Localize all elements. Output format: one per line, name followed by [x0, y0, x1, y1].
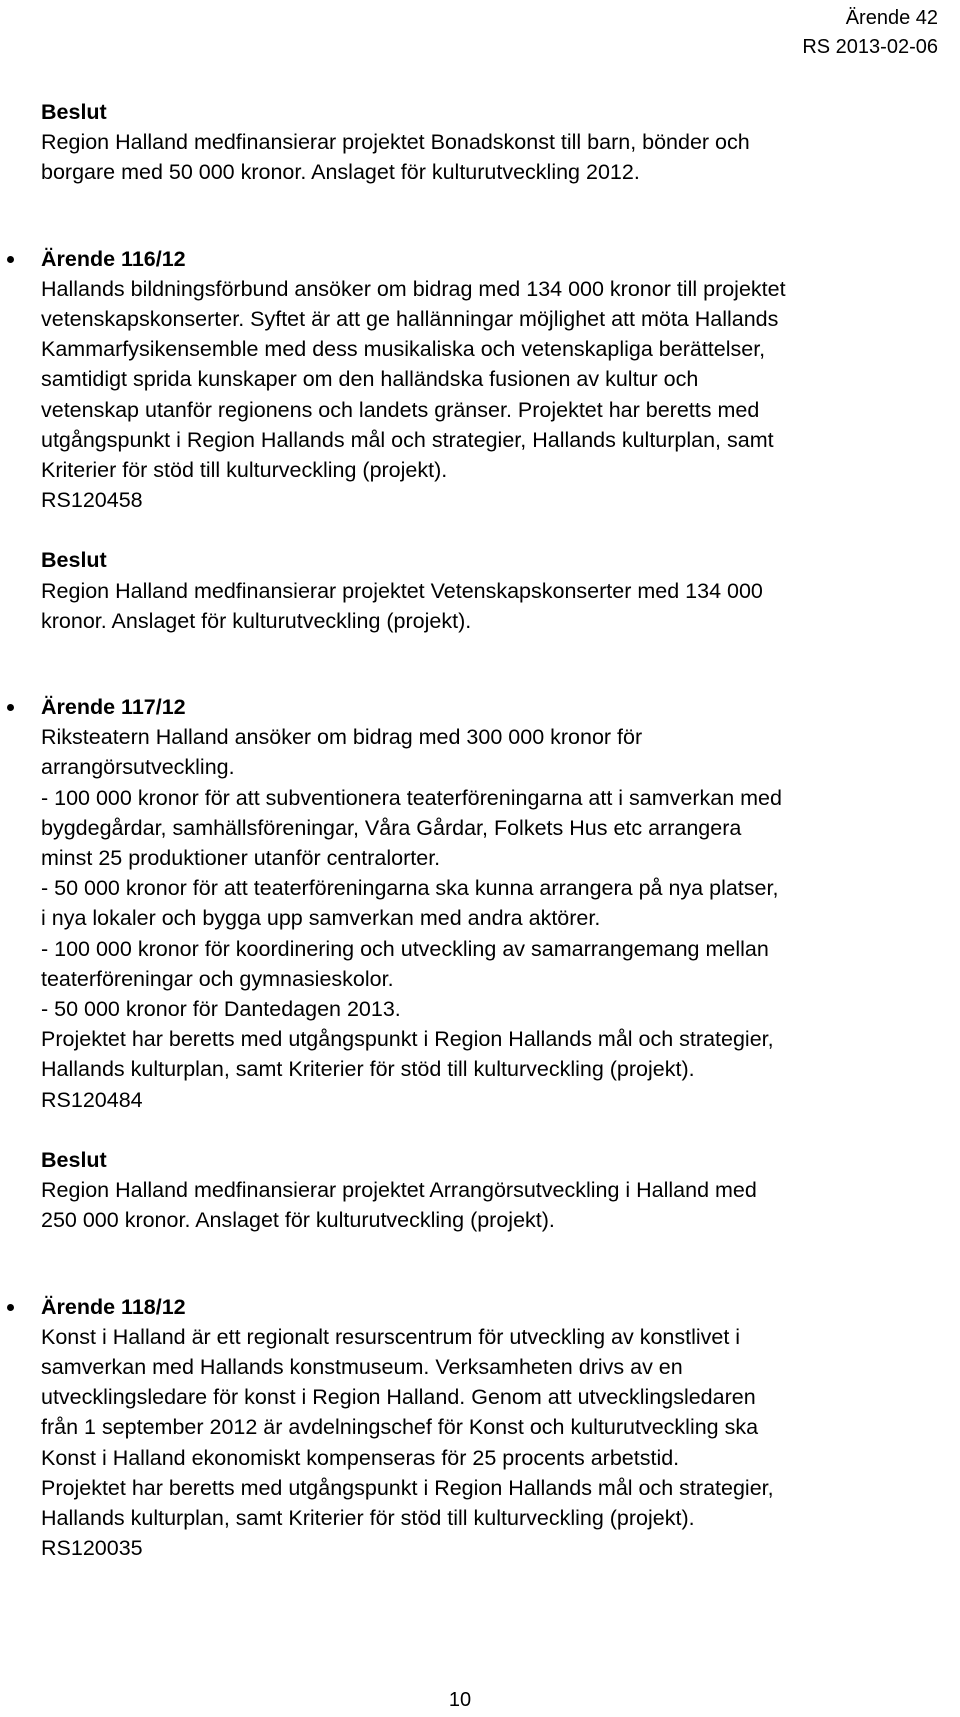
intro-decision [41, 97, 941, 188]
case-body-line: - 100 000 kronor för att subventionera teaterföreningarna att i samverkan med [41, 785, 782, 810]
bullet-icon [7, 1304, 14, 1311]
decision-heading: Beslut [41, 1147, 107, 1172]
case-body-line: Projektet har beretts med utgångspunkt i Region Hallands mål och strategier, [41, 1027, 774, 1052]
case-body-line: Konst i Halland ekonomiskt kompenseras för 25 procents arbetstid. [41, 1445, 680, 1470]
case-body-line: arrangörsutveckling. [41, 755, 235, 780]
case-body-line: från 1 september 2012 är avdelningschef för Konst och kulturutveckling ska [41, 1415, 759, 1440]
case-body-line: minst 25 produktioner utanför centralorter. [41, 846, 441, 871]
case-body-line: Projektet har beretts med utgångspunkt i Region Hallands mål och strategier, [41, 1475, 774, 1500]
decision-line: Region Halland medfinansierar projektet Bonadskonst till barn, bönder och [41, 130, 750, 155]
case-118-12 [41, 1292, 941, 1564]
case-reference: RS120458 [41, 488, 143, 513]
case-reference: RS120484 [41, 1087, 143, 1112]
case-body-line: samtidigt sprida kunskaper om den halländska fusionen av kultur och [41, 367, 699, 392]
decision-line: kronor. Anslaget för kulturutveckling (projekt). [41, 608, 472, 633]
case-body-line: Hallands kulturplan, samt Kriterier för stöd till kulturveckling (projekt). [41, 1505, 695, 1530]
case-body-line: teaterföreningar och gymnasieskolor. [41, 966, 394, 991]
case-117-12 [41, 692, 941, 1235]
case-body-line: i nya lokaler och bygga upp samverkan med andra aktörer. [41, 906, 601, 931]
case-label: Ärende 42 [845, 7, 938, 29]
decision-line: borgare med 50 000 kronor. Anslaget för kulturutveckling 2012. [41, 160, 640, 185]
case-body-line: utgångspunkt i Region Hallands mål och strategier, Hallands kulturplan, samt [41, 427, 774, 452]
case-body-line: - 50 000 kronor för att teaterföreningarna ska kunna arrangera på nya platser, [41, 876, 779, 901]
decision-heading: Beslut [41, 100, 107, 124]
case-116-12 [41, 244, 941, 636]
case-body-line: vetenskap utanför regionens och landets gränser. Projektet har beretts med [41, 397, 760, 422]
case-body-line: Konst i Halland är ett regionalt resurscentrum för utveckling av konstlivet i [41, 1324, 741, 1349]
page-header [802, 4, 938, 62]
case-title: Ärende 117/12 [41, 695, 186, 720]
decision-line: Region Halland medfinansierar projektet Vetenskapskonserter med 134 000 [41, 578, 763, 603]
bullet-icon [7, 704, 14, 711]
case-title: Ärende 118/12 [41, 1294, 186, 1319]
case-body-line: Hallands bildningsförbund ansöker om bidrag med 134 000 kronor till projektet [41, 276, 786, 301]
decision-heading: Beslut [41, 548, 107, 573]
case-reference: RS120035 [41, 1536, 143, 1561]
case-body-line: samverkan med Hallands konstmuseum. Verksamheten drivs av en [41, 1354, 683, 1379]
decision-line: Region Halland medfinansierar projektet Arrangörsutveckling i Halland med [41, 1178, 757, 1203]
case-body-line: Kammarfysikensemble med dess musikaliska och vetenskapliga berättelser, [41, 337, 766, 362]
document-body [41, 97, 941, 1563]
bullet-icon [7, 256, 14, 263]
case-body-line: vetenskapskonserter. Syftet är att ge hallänningar möjlighet att möta Hallands [41, 307, 779, 332]
case-body-line: utvecklingsledare för konst i Region Halland. Genom att utvecklingsledaren [41, 1385, 756, 1410]
case-body-line: - 50 000 kronor för Dantedagen 2013. [41, 997, 401, 1022]
case-body-line: Kriterier för stöd till kulturveckling (projekt). [41, 458, 448, 483]
case-body-line: Hallands kulturplan, samt Kriterier för stöd till kulturveckling (projekt). [41, 1057, 695, 1082]
case-title: Ärende 116/12 [41, 246, 186, 271]
case-body-line: - 100 000 kronor för koordinering och utveckling av samarrangemang mellan [41, 936, 769, 961]
meeting-reference: RS 2013-02-06 [802, 36, 938, 58]
case-body-line: Riksteatern Halland ansöker om bidrag med 300 000 kronor för [41, 725, 643, 750]
page-number: 10 [448, 1689, 472, 1711]
case-body-line: bygdegårdar, samhällsföreningar, Våra Gårdar, Folkets Hus etc arrangera [41, 815, 742, 840]
decision-line: 250 000 kronor. Anslaget för kulturutveckling (projekt). [41, 1208, 555, 1233]
